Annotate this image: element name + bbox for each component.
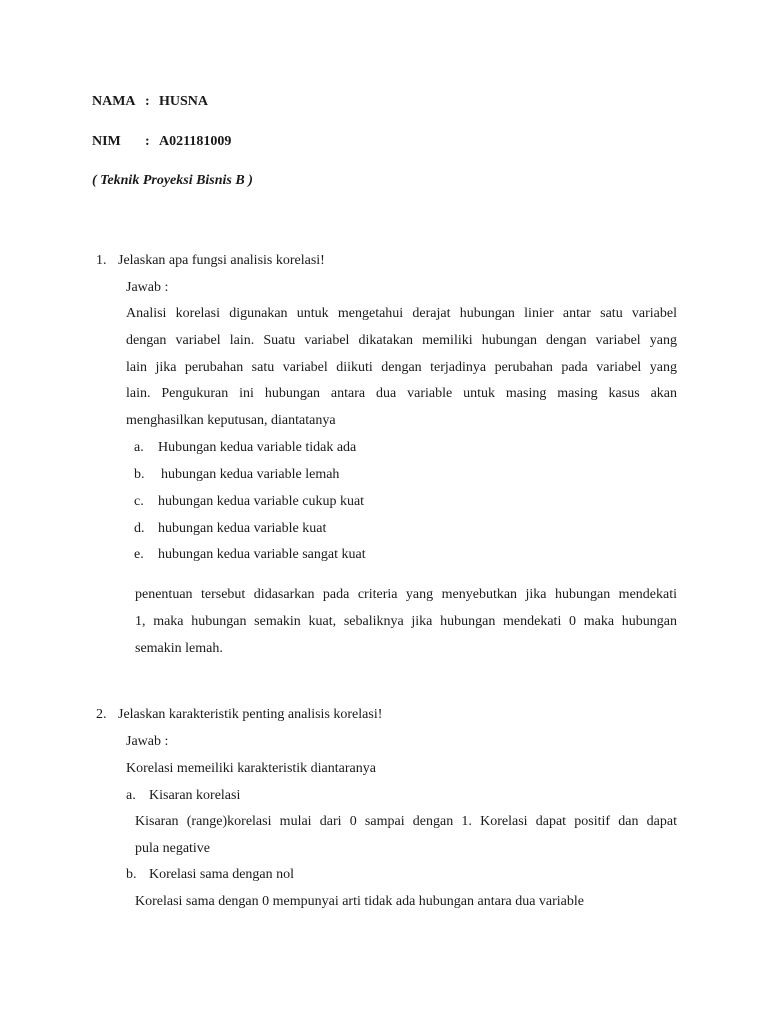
q1-item-marker: c. — [134, 494, 144, 509]
nama-colon: : — [145, 94, 150, 109]
q1-item-marker: d. — [134, 521, 145, 536]
q2-question: Jelaskan karakteristik penting analisis korelasi! — [118, 707, 383, 722]
q2-number: 2. — [96, 707, 107, 722]
nim-label: NIM — [92, 134, 121, 149]
q2-item-marker: b. — [126, 867, 137, 882]
q1-para-line: menghasilkan keputusan, diantatanya — [126, 413, 336, 428]
q2-answer-label: Jawab : — [126, 734, 169, 749]
q1-item-text: hubungan kedua variable lemah — [161, 467, 340, 482]
nama-value: HUSNA — [159, 94, 209, 109]
q2-item-desc-line: Korelasi sama dengan 0 mempunyai arti tidak ada hubungan antara dua variable — [135, 894, 584, 909]
q2-item-desc-line: pula negative — [135, 841, 211, 856]
q1-para-line: dengan variabel lain. Suatu variabel dikatakan memiliki hubungan dengan variabel yang — [126, 333, 677, 348]
q1-item-marker: a. — [134, 440, 144, 455]
q2-item-marker: a. — [126, 788, 136, 803]
q2-item-title: Korelasi sama dengan nol — [149, 867, 295, 882]
q1-answer-label: Jawab : — [126, 280, 169, 295]
q1-item-text: hubungan kedua variable kuat — [158, 521, 327, 536]
q1-item-text: hubungan kedua variable sangat kuat — [158, 547, 366, 562]
q1-para-line: Analisi korelasi digunakan untuk mengetahui derajat hubungan linier antar satu variabel — [126, 306, 677, 321]
q1-question: Jelaskan apa fungsi analisis korelasi! — [118, 253, 325, 268]
q2-item-desc-line: Kisaran (range)korelasi mulai dari 0 sampai dengan 1. Korelasi dapat positif dan dapat — [135, 814, 677, 829]
q1-item-text: Hubungan kedua variable tidak ada — [158, 440, 357, 455]
q1-closing-line: penentuan tersebut didasarkan pada criteria yang menyebutkan jika hubungan mendekati — [135, 587, 677, 602]
q1-closing-line: 1, maka hubungan semakin kuat, sebaliknya jika hubungan mendekati 0 maka hubungan — [135, 614, 677, 629]
course-title: ( Teknik Proyeksi Bisnis B ) — [92, 173, 253, 188]
q2-item-title: Kisaran korelasi — [149, 788, 241, 803]
nim-colon: : — [145, 134, 150, 149]
q2-intro: Korelasi memeiliki karakteristik diantaranya — [126, 761, 376, 776]
nim-value: A021181009 — [159, 134, 232, 149]
q1-item-marker: b. — [134, 467, 145, 482]
q1-number: 1. — [96, 253, 107, 268]
q1-item-text: hubungan kedua variable cukup kuat — [158, 494, 365, 509]
nama-label: NAMA — [92, 94, 136, 109]
q1-item-marker: e. — [134, 547, 144, 562]
q1-closing-line: semakin lemah. — [135, 641, 223, 656]
q1-para-line: lain jika perubahan satu variabel diikuti dengan terjadinya perubahan pada variabel yang — [126, 360, 677, 375]
q1-para-line: lain. Pengukuran ini hubungan antara dua variable untuk masing masing kasus akan — [126, 386, 677, 401]
